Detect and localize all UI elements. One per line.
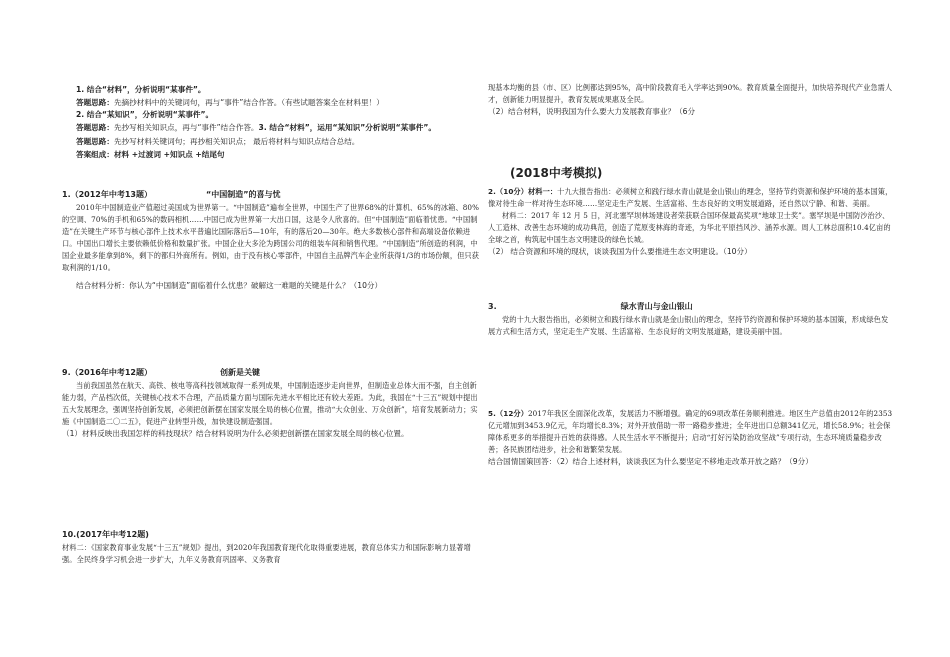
question-10-continued bbox=[488, 82, 893, 119]
question-9-title: 创新是关键 bbox=[220, 368, 261, 377]
question-3-title: 绿水青山与金山银山 bbox=[620, 302, 693, 311]
question-5 bbox=[488, 408, 893, 469]
question-1-material: 2010年中国制造业产值超过美国成为世界第一。“中国制造”遍布全世界，中国生产了世界68%的计算机、65%的冰箱、80%的空调、70%的手机和65%的数码相机……中国已成为世界第一大出口国，这是令人欣喜的。但“中国制造”面临着忧患。“中国制造”在关键生产环节与核心部件上技术水平普遍比国际落后5—10年，有的落后20—30年。绝大多数核心部件和高端设备依赖进口。中国出口增长主要依赖低价格和数量扩张。中国企业大多沦为跨国公司的组装车间和销售代理。“中国制造”所创造的利润，中国企业最多能拿到8%，剩下的都归外商所有。例如，由于没有核心零部件，中国自主品牌汽车企业所获得1/3的市场份额，但只获取利润的1/10。 bbox=[62, 203, 480, 272]
guide-line-4: 答题思路：先抄写相关知识点，再与“事件”结合作答。3. 结合“材料”，运用“某知识”分析说明“某事件”。 bbox=[76, 122, 436, 132]
question-10-material-cont: 现基本均衡的县（市、区）比例都达到95%，高中阶段教育毛入学率达到90%。教育质量全面提升，加快培养现代产业急需人才，创新能力明显提升，教育发展成果惠及全民。 bbox=[488, 83, 893, 104]
guide-line-3: 2. 结合“某知识”，分析说明“某事件”。 bbox=[76, 110, 214, 119]
question-9-material: 当前我国虽然在航天、高铁、核电等高科技领域取得一系列成果，中国制造逐步走向世界，但制造业总体大而不强，自主创新能力弱，产品档次低，关键核心技术不合理，产品质量方面与国际先进水平相比还有较大差距。为此，我国在“十三五”规划中提出五大发展理念，强调坚持创新发展，必须把创新摆在国家发展全局的核心位置，推动“大众创业、万众创新”，培育发展新动力；实施《中国制造二〇二五》，促进产业转型升级，加快建设制造强国。 bbox=[62, 381, 478, 426]
guide-line-2: 答题思路：先摘抄材料中的关键词句，再与“事件”结合作答。（有些试题答案全在材料里！） bbox=[76, 97, 384, 107]
answer-guide bbox=[62, 84, 480, 161]
question-2 bbox=[488, 186, 893, 259]
question-2-material-2: 材料二：2017 年 12 月 5 日，河北塞罕坝林场建设者荣获联合国环保最高奖项“地球卫士奖”。塞罕坝是中国防沙治沙、人工造林、改善生态环境的成功典范，创造了荒原变林海的奇迹，为华北平原挡风沙、涵养水源。周人工林总面积10.4亿亩的全球之首，构筑起中国生态文明建设的绿色长城。 bbox=[488, 211, 891, 244]
question-5-material: 5.（12分）2017年我区全面深化改革，发展活力不断增强。确定的69项改革任务顺利推进。地区生产总值由2012年的2353亿元增加到3453.9亿元，年均增长8.3%；对外开放借助一带一路稳步推进；全年进出口总额341亿元，增长58.9%；社会保障体系更多的举措提升百姓的获得感。人民生活水平不断提升；启动“打好污染防治攻坚战”专项行动，生态环境质量稳步改善；各民族团结进步，社会和谐繁荣发展。 bbox=[488, 409, 893, 454]
section-heading: (2018中考模拟) bbox=[510, 166, 603, 180]
question-2-prompt: （2） 结合资源和环境的现状，谈谈我国为什么要推进生态文明建设。（10分） bbox=[488, 247, 752, 256]
question-3-heading: 3. 绿水青山与金山银山 bbox=[488, 302, 693, 311]
question-2-material-1: 2.（10分）材料一：十九大报告指出：必须树立和践行绿水青山就是金山银山的理念，坚持节约资源和保护环境的基本国策，像对待生命一样对待生态环境……坚定走生产发展、生活富裕、生态良好的文明发展道路，还自然以宁静、和谐、美丽。 bbox=[488, 187, 893, 208]
question-5-prompt: 结合国情国策回答：（2）结合上述材料，谈谈我区为什么要坚定不移地走改革开放之路？（9分） bbox=[488, 457, 813, 466]
question-1-prompt: 结合材料分析：你认为“中国制造”面临着什么忧患？破解这一难题的关键是什么？（10分） bbox=[76, 281, 383, 290]
question-9 bbox=[62, 366, 480, 441]
guide-line-6: 答案组成：材料 +过渡词 +知识点 +结尾句 bbox=[76, 149, 225, 159]
question-10-heading: 10.(2017年中考12题) bbox=[62, 530, 149, 539]
question-10-material: 材料二：《国家教育事业发展“十三五”规划》提出，到2020年我国教育现代化取得重要进展，教育总体实力和国际影响力显著增强。全民终身学习机会进一步扩大，九年义务教育巩固率、义务教育 bbox=[62, 543, 471, 564]
question-10-prompt: （2）结合材料，说明我国为什么要大力发展教育事业？（6分 bbox=[488, 107, 696, 116]
question-9-heading: 9.（2016年中考12题） 创新是关键 bbox=[62, 368, 261, 377]
question-3-material: 党的十九大报告指出，必须树立和践行绿水青山就是金山银山的理念，坚持节约资源和保护环境的基本国策，形成绿色发展方式和生活方式，坚定走生产发展、生活富裕、生态良好的文明发展道路，建设美丽中国。 bbox=[488, 315, 889, 336]
question-1-title: “中国制造”的喜与忧 bbox=[206, 190, 281, 199]
question-10 bbox=[62, 528, 480, 566]
question-3 bbox=[488, 300, 893, 338]
question-1 bbox=[62, 188, 480, 293]
guide-line-1: 1. 结合“材料”，分析说明“某事件”。 bbox=[76, 85, 206, 94]
guide-line-5: 答题思路：先抄写材料关键词句；再抄相关知识点； 最后将材料与知识点结合总结。 bbox=[76, 137, 360, 146]
question-1-heading: 1.（2012年中考13题） “中国制造”的喜与忧 bbox=[62, 190, 281, 199]
question-9-prompt: （1）材料反映出我国怎样的科技现状？结合材料说明为什么必须把创新摆在国家发展全局的核心位置。 bbox=[62, 429, 409, 438]
